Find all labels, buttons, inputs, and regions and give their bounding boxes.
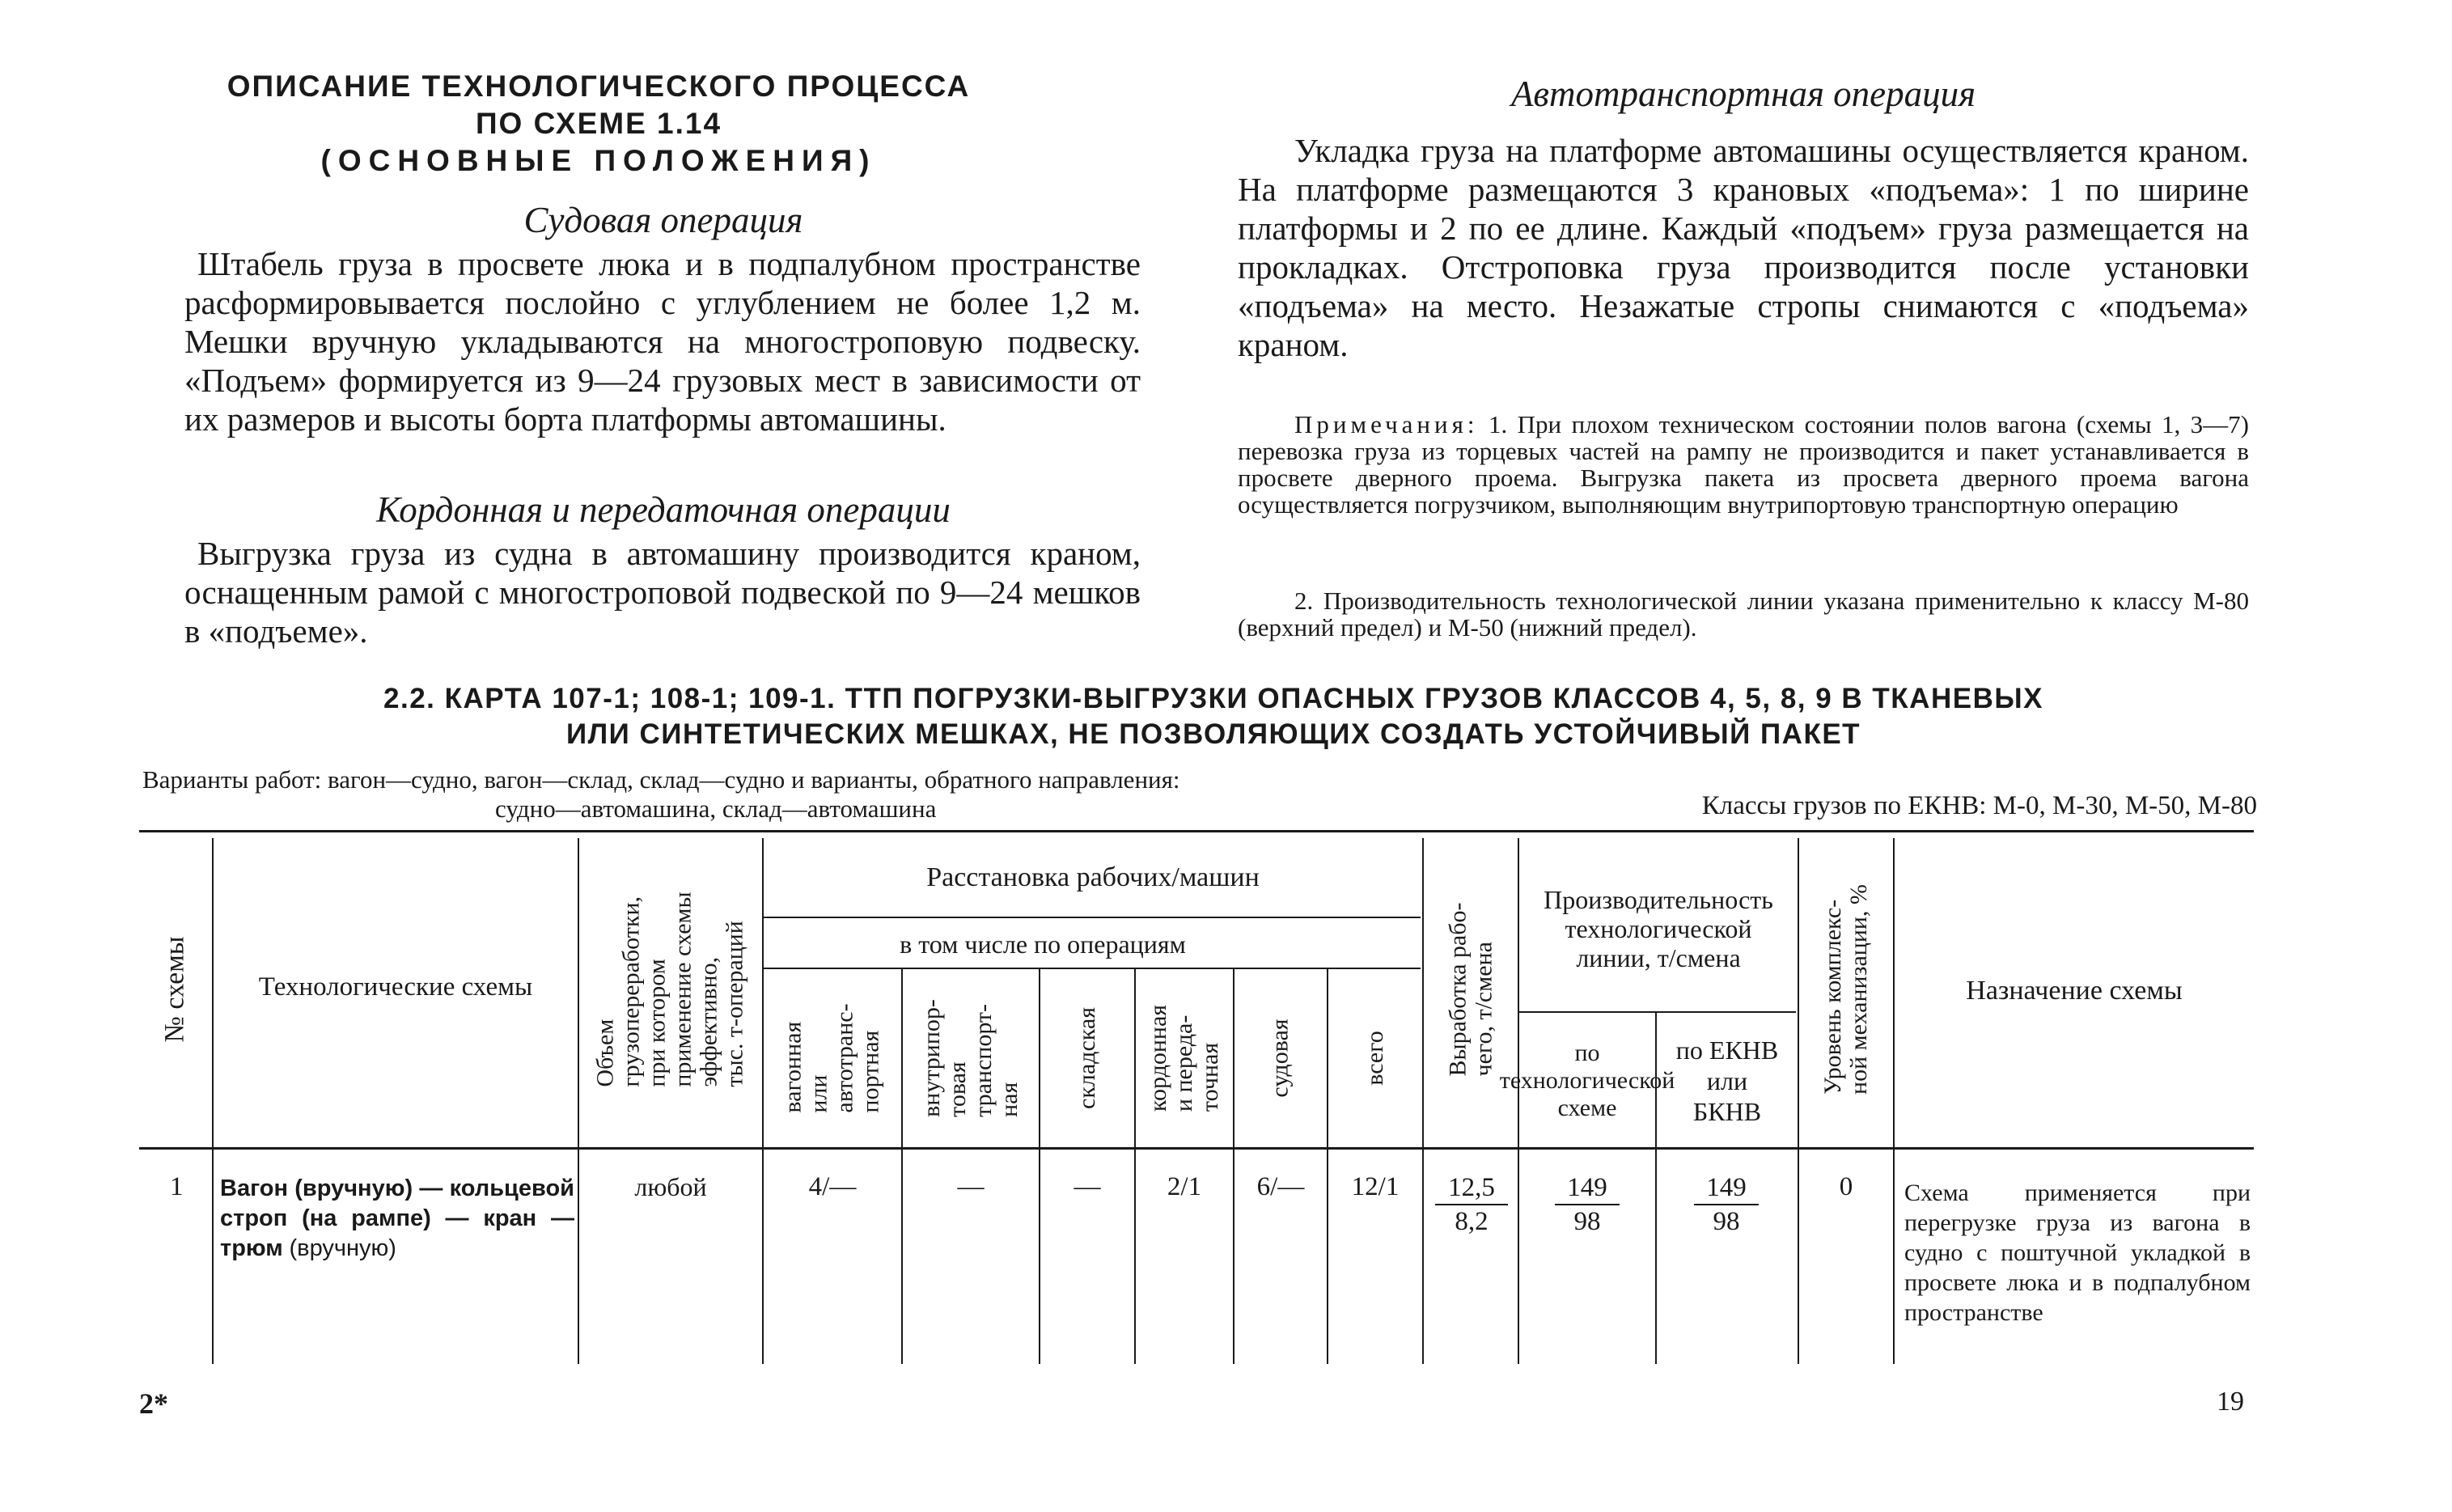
row-prod-tech xyxy=(1555,1171,1620,1238)
section-title-line2: ПО СХЕМЕ 1.14 xyxy=(475,107,722,140)
row-op-wagon: 4/— xyxy=(808,1172,857,1201)
header-placement: Расстановка рабочих/машин xyxy=(926,862,1260,892)
header-by-operations: в том числе по операциям xyxy=(900,930,1186,959)
row-op-ship: 6/— xyxy=(1256,1172,1305,1201)
row-scheme-number: 1 xyxy=(170,1172,184,1201)
row-op-cordon: 2/1 xyxy=(1167,1172,1202,1201)
ship-operation-heading: Судовая операция xyxy=(523,200,803,240)
vline-13 xyxy=(1893,838,1895,1364)
map-title-line2: ИЛИ СИНТЕТИЧЕСКИХ МЕШКАХ, НЕ ПОЗВОЛЯЮЩИХ СОЗДАТЬ УСТОЙЧИВЫЙ ПАКЕТ xyxy=(565,718,1861,750)
row-scheme-description: Вагон (вручную) — кольцевой строп (на рампе) — кран — трюм (вручную) xyxy=(220,1175,574,1261)
notes-label: Примечания: xyxy=(1294,410,1479,438)
header-op-total: всего xyxy=(1361,1031,1388,1086)
row-purpose: Схема применяется при перегрузке груза из вагона в судно с поштучной укладкой в просвете люка и в подпалубном пространстве xyxy=(1904,1180,2251,1326)
variants-line1: Варианты работ: вагон—судно, вагон—склад, склад—судно и варианты, обратного направления: xyxy=(142,765,1180,794)
by-ops-under-rule xyxy=(764,968,1421,969)
header-mechanization-level: Уровень комплекс- ной механизации, % xyxy=(1819,884,1872,1095)
header-productivity: Производительность технологической линии, т/смена xyxy=(1544,885,1773,972)
productivity-under-rule xyxy=(1519,1011,1796,1013)
section-title-line1: ОПИСАНИЕ ТЕХНОЛОГИЧЕСКОГО ПРОЦЕССА xyxy=(227,70,971,103)
map-title-line1: 2.2. КАРТА 107-1; 108-1; 109-1. ТТП ПОГРУЗКИ-ВЫГРУЗКИ ОПАСНЫХ ГРУЗОВ КЛАССОВ 4, 5, 8, 9 В ТКАНЕВЫХ xyxy=(383,683,2043,714)
notes-block xyxy=(1238,411,2249,518)
section-title-line3: (ОСНОВНЫЕ ПОЛОЖЕНИЯ) xyxy=(320,144,877,177)
note-2: 2. Производительность технологической линии указана применительно к классу М-80 (верхний предел) и М-50 (нижний предел). xyxy=(1238,587,2249,642)
row-prod-eknv xyxy=(1694,1171,1759,1238)
header-purpose: Назначение схемы xyxy=(1966,976,2183,1006)
vline-1 xyxy=(212,838,214,1364)
row-mechanization: 0 xyxy=(1839,1172,1853,1201)
signature-mark: 2* xyxy=(139,1387,168,1420)
row-volume: любой xyxy=(634,1172,707,1201)
header-tech-schemes: Технологические схемы xyxy=(258,972,533,1002)
header-volume: Объем грузопереработки, при котором применение схемы эффективно, тыс. т-операций xyxy=(592,892,748,1087)
header-scheme-number: № схемы xyxy=(160,936,190,1043)
cargo-classes: Классы грузов по ЕКНВ: М-0, М-30, М-50, М-80 xyxy=(1701,791,2257,820)
row-op-internal: — xyxy=(957,1172,985,1201)
table-top-rule xyxy=(139,830,2254,832)
row-prod-tech-upper: 149 xyxy=(1555,1171,1620,1205)
header-prod-tech: по технологической схеме xyxy=(1499,1040,1675,1121)
row-op-total: 12/1 xyxy=(1351,1172,1400,1201)
header-op-ship: судовая xyxy=(1267,1019,1294,1098)
row-prod-eknv-upper: 149 xyxy=(1694,1171,1759,1205)
cordon-operation-heading: Кордонная и передаточная операции xyxy=(376,489,951,530)
header-prod-eknv: по ЕКНВ или БКНВ xyxy=(1675,1036,1779,1126)
variants-line2: судно—автомашина, склад—автомашина xyxy=(495,794,937,823)
page-number: 19 xyxy=(2217,1387,2244,1417)
auto-operation-heading: Автотранспортная операция xyxy=(1510,74,1976,114)
header-op-internal: внутрипор- товая транспорт- ная xyxy=(917,999,1023,1117)
note-1: 1. При плохом техническом состоянии полов вагона (схемы 1, 3—7) перевозка груза из торцевых частей на рампу не производится и пакет устанавливается в просвете дверного проема. Выгрузка пакета из просвета дверного проема вагона осуществляется погрузчиком, выполняющим внутрипортовую транспортную операцию xyxy=(1238,410,2250,519)
row-output-upper: 12,5 xyxy=(1435,1171,1508,1205)
header-worker-output: Выработка рабо- чего, т/смена xyxy=(1444,902,1497,1077)
row-worker-output xyxy=(1435,1171,1508,1238)
row-output-lower: 8,2 xyxy=(1455,1207,1489,1236)
header-op-wagon: вагонная или автотранс- портная xyxy=(780,1003,884,1113)
auto-operation-text: Укладка груза на платформе автомашины осуществляется краном. На платформе размещаются 3 крановых «подъема»: 1 по ширине платформы и 2 по ее длине. Каждый «подъем» груза размещается на прокладках. Отстроповка груза производится после установки «подъема» на место. Незажатые стропы снимаются с «подъема» краном. xyxy=(1238,132,2249,363)
row-prod-tech-lower: 98 xyxy=(1573,1207,1601,1236)
row-prod-eknv-lower: 98 xyxy=(1713,1207,1740,1236)
header-op-storage: складская xyxy=(1074,1007,1100,1109)
header-bottom-rule xyxy=(139,1147,2254,1150)
row-op-storage: — xyxy=(1074,1172,1101,1201)
ship-operation-text: Штабель груза в просвете люка и в подпалубном пространстве расформировывается послойно с углублением не более 1,2 м. Мешки вручную укладываются на многостроповую подвеску. «Подъем» формируется из 9—24 грузовых мест в зависимости от их размеров и высоты борта платформы автомашины. xyxy=(184,245,1141,438)
placement-under-rule xyxy=(764,917,1421,918)
header-op-cordon: кордонная и переда- точная xyxy=(1145,1004,1223,1112)
cordon-operation-text: Выгрузка груза из судна в автомашину производится краном, оснащенным рамой с многостроповой подвеской по 9—24 мешков в «подъеме». xyxy=(184,535,1141,650)
